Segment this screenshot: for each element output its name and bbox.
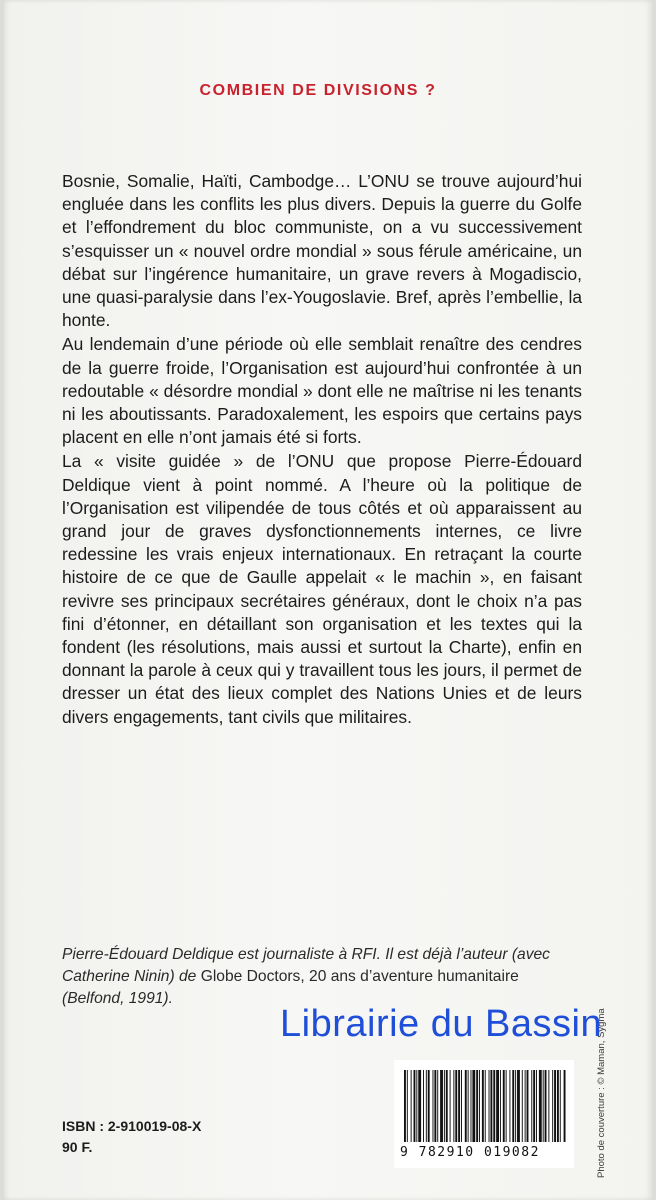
barcode-bar [455,1070,457,1142]
barcode-bar [479,1070,480,1142]
barcode-bar [414,1070,416,1142]
barcode-bar [461,1070,462,1142]
watermark: Librairie du Bassin [280,1003,603,1045]
barcode-bar [434,1070,436,1142]
blurb-text [62,170,582,730]
barcode-bar [440,1070,443,1142]
barcode-bar [493,1070,495,1142]
barcode-bar [471,1070,472,1142]
barcode-bar [450,1070,451,1142]
bio-text-2: (Belfond, 1991). [62,990,173,1007]
barcode-bar [564,1070,566,1142]
barcode-bar [503,1070,505,1142]
barcode-bar [560,1070,561,1142]
isbn: ISBN : 2-910019-08-X [62,1118,202,1134]
barcode-bar [545,1070,547,1142]
barcode-bar [476,1070,478,1142]
barcode-bar [543,1070,544,1142]
barcode-bar [512,1070,514,1142]
barcode-bar [446,1070,448,1142]
heading: COMBIEN DE DIVISIONS ? [199,82,437,99]
barcode-bar [548,1070,549,1142]
paragraph-3: La « visite guidée » de l’ONU que propose Pierre-Édouard Deldique vient à point nommé. A l’heure où la politique de l’Organisation est vilipendée de tous côtés et où apparaissent au grand jour de graves dysfonctionnements internes, ce livre redessine les vrais enjeux internationaux. En retraçant la courte histoire de ce que de Gaulle appelait « le machin », en faisant revivre ses principaux secrétaires généraux, dont le choix n’a pas fini d’étonner, en détaillant son organisation et les textes qui la fondent (les résolutions, mais aussi et surtout la Charte), enfin en donnant la parole à ceux qui y travaillent tous les jours, il permet de dresser un état des lieux complet des Nations Unies et de leurs divers engagements, tant civils que militaires. [62,451,582,727]
barcode-bar [496,1070,499,1142]
barcode-bar [407,1070,408,1142]
barcode-bars [402,1070,566,1142]
barcode-bar [468,1070,469,1142]
barcode-bar [539,1070,542,1142]
barcode-bar [423,1070,424,1142]
bio-book-title: Globe Doctors, 20 ans d’aventure humanitaire [200,968,519,985]
price: 90 F. [62,1139,93,1155]
barcode-digits: 9 782910 019082 [400,1145,540,1160]
barcode-bar [426,1070,427,1142]
barcode-bar [433,1070,434,1142]
barcode-bar [428,1070,430,1142]
barcode-bar [531,1070,532,1142]
paragraph-1: Bosnie, Somalie, Haïti, Cambodge… L’ONU se trouve aujourd’hui engluée dans les conflits les plus divers. Depuis la guerre du Golfe et l’effondrement du bloc communiste, on a vu successivement s’esquisser un « nouvel ordre mondial » sous férule américaine, un débat sur l’ingérence humanitaire, un grave revers à Mogadiscio, une quasi-paralysie dans l’ex-Yougoslavie. Bref, après l’embellie, la honte. [62,171,582,331]
barcode-bar [557,1070,559,1142]
barcode-bar [509,1070,510,1142]
barcode-bar [533,1070,535,1142]
author-bio [62,944,582,1010]
barcode [394,1060,574,1168]
barcode-bar [527,1070,529,1142]
barcode-bar [489,1070,490,1142]
barcode-bar [525,1070,526,1142]
barcode-bar [490,1070,492,1142]
bio-text-1: Pierre-Édouard Deldique est journaliste à RFI. Il est déjà l’auteur (avec Catherine Ninin) de [62,946,550,985]
barcode-bar [482,1070,484,1142]
barcode-bar [515,1070,516,1142]
barcode-bar [418,1070,421,1142]
barcode-bar [522,1070,523,1142]
barcode-bar [485,1070,486,1142]
barcode-bar [506,1070,507,1142]
barcode-bar [453,1070,454,1142]
photo-credit: Photo de couverture : © Maman, Sygma [596,1008,607,1178]
barcode-bar [465,1070,467,1142]
barcode-bar [437,1070,438,1142]
barcode-bar [552,1070,553,1142]
barcode-bar [554,1070,556,1142]
barcode-bar [444,1070,445,1142]
barcode-bar [416,1070,417,1142]
barcode-bar [536,1070,537,1142]
barcode-bar [517,1070,520,1142]
barcode-bar [458,1070,460,1142]
paragraph-2: Au lendemain d’une période où elle semblait renaître des cendres de la guerre froide, l’Organisation est aujourd’hui confrontée à un redoutable « désordre mondial » dont elle ne maîtrise ni les tenants ni les aboutissants. Paradoxalement, les espoirs que certains pays placent en elle n’ont jamais été si forts. [62,334,582,448]
barcode-bar [500,1070,501,1142]
barcode-bar [411,1070,412,1142]
barcode-bar [472,1070,475,1142]
barcode-bar [404,1070,406,1142]
